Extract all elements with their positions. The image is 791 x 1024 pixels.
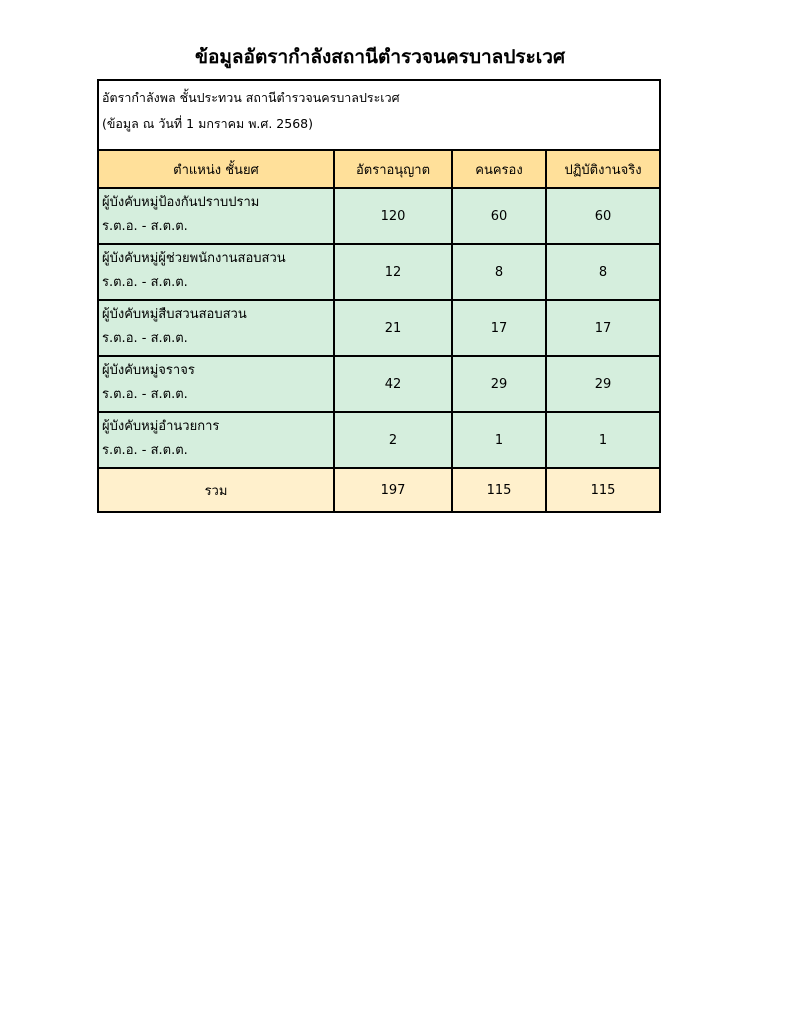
position-name: ผู้บังคับหมู่จราจร (102, 363, 195, 378)
table-info-cell (98, 80, 660, 150)
actual-cell: 29 (546, 356, 660, 412)
info-line-unit: อัตรากำลังพล ชั้นประทวน สถานีตำรวจนครบาลประเวศ (102, 90, 400, 105)
actual-cell: 17 (546, 300, 660, 356)
manpower-table (97, 79, 661, 513)
actual-cell: 8 (546, 244, 660, 300)
authorized-cell: 120 (334, 188, 452, 244)
table-total-row (98, 468, 660, 512)
total-authorized: 197 (334, 468, 452, 512)
table-row (98, 300, 660, 356)
total-occupied: 115 (452, 468, 546, 512)
occupied-cell: 1 (452, 412, 546, 468)
rank-range: ร.ต.อ. - ส.ต.ต. (102, 443, 188, 458)
position-name: ผู้บังคับหมู่อำนวยการ (102, 419, 220, 434)
position-cell (98, 300, 334, 356)
table-row (98, 188, 660, 244)
position-name: ผู้บังคับหมู่ผู้ช่วยพนักงานสอบสวน (102, 251, 286, 266)
total-label: รวม (98, 468, 334, 512)
occupied-cell: 17 (452, 300, 546, 356)
position-name: ผู้บังคับหมู่สืบสวนสอบสวน (102, 307, 247, 322)
authorized-cell: 2 (334, 412, 452, 468)
occupied-cell: 8 (452, 244, 546, 300)
table-header-row (98, 150, 660, 188)
table-row (98, 244, 660, 300)
position-cell (98, 412, 334, 468)
rank-range: ร.ต.อ. - ส.ต.ต. (102, 387, 188, 402)
occupied-cell: 60 (452, 188, 546, 244)
occupied-cell: 29 (452, 356, 546, 412)
position-cell (98, 188, 334, 244)
actual-cell: 1 (546, 412, 660, 468)
header-position: ตำแหน่ง ชั้นยศ (98, 150, 334, 188)
header-occupied: คนครอง (452, 150, 546, 188)
position-cell (98, 244, 334, 300)
actual-cell: 60 (546, 188, 660, 244)
table-row (98, 412, 660, 468)
position-cell (98, 356, 334, 412)
info-line-date: (ข้อมูล ณ วันที่ 1 มกราคม พ.ศ. 2568) (102, 116, 313, 131)
total-actual: 115 (546, 468, 660, 512)
header-authorized: อัตราอนุญาต (334, 150, 452, 188)
position-name: ผู้บังคับหมู่ป้องกันปราบปราม (102, 195, 260, 210)
table-row (98, 356, 660, 412)
authorized-cell: 21 (334, 300, 452, 356)
table-info-row (98, 80, 660, 150)
authorized-cell: 42 (334, 356, 452, 412)
rank-range: ร.ต.อ. - ส.ต.ต. (102, 275, 188, 290)
rank-range: ร.ต.อ. - ส.ต.ต. (102, 331, 188, 346)
header-actual: ปฏิบัติงานจริง (546, 150, 660, 188)
authorized-cell: 12 (334, 244, 452, 300)
page-title: ข้อมูลอัตรากำลังสถานีตำรวจนครบาลประเวศ (194, 46, 566, 68)
rank-range: ร.ต.อ. - ส.ต.ต. (102, 219, 188, 234)
